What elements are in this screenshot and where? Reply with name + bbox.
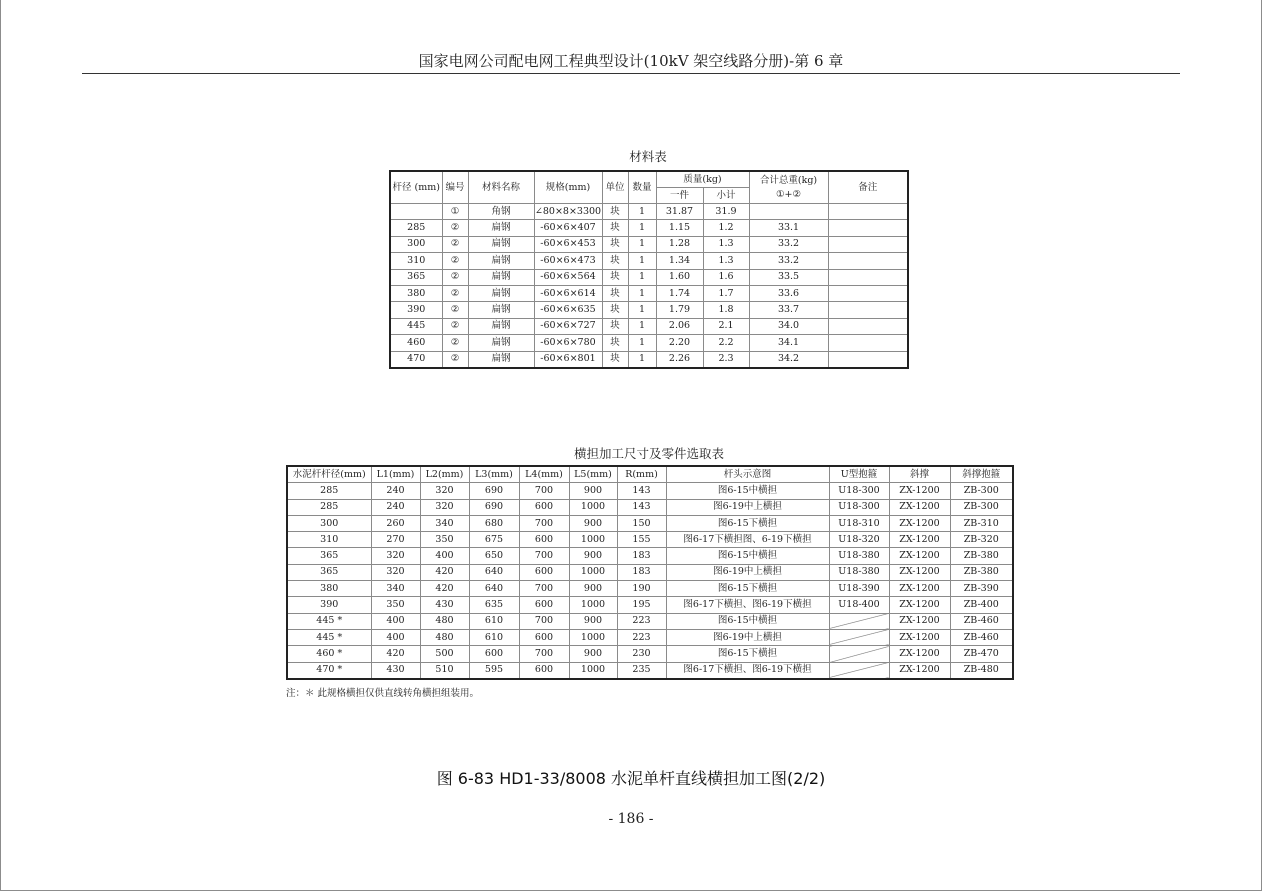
crossarm-cell: U18-400 [829, 597, 889, 613]
crossarm-cell: 700 [519, 515, 569, 531]
material-table-row [390, 269, 908, 285]
material-cell-diameter: 470 [390, 351, 442, 368]
crossarm-cell: 195 [617, 597, 666, 613]
col-header-mass-sub: 小计 [703, 188, 749, 204]
crossarm-cell: 400 [420, 548, 469, 564]
material-cell-mass-sub: 2.2 [703, 335, 749, 351]
material-cell-remark [828, 335, 908, 351]
crossarm-cell: 610 [469, 613, 519, 629]
figure-caption: 图 6-83 HD1-33/8008 水泥单杆直线横担加工图(2/2) [436, 769, 826, 788]
crossarm-table-row [287, 581, 1013, 597]
material-cell-remark [828, 204, 908, 220]
crossarm-cell: 700 [519, 613, 569, 629]
material-cell-qty: 1 [628, 351, 656, 368]
crossarm-cell: 445 * [287, 613, 371, 629]
material-cell-name: 扁钢 [468, 318, 534, 334]
crossarm-cell: 610 [469, 629, 519, 645]
material-cell-name: 扁钢 [468, 285, 534, 301]
crossarm-cell: ZX-1200 [889, 662, 950, 679]
material-cell-unit: 块 [602, 204, 628, 220]
material-cell-unit: 块 [602, 318, 628, 334]
crossarm-cell: 365 [287, 548, 371, 564]
crossarm-cell: 285 [287, 483, 371, 499]
crossarm-cell: 图6-15中横担 [666, 483, 829, 499]
crossarm-cell: 150 [617, 515, 666, 531]
crossarm-cell: 690 [469, 499, 519, 515]
material-table-row [390, 318, 908, 334]
material-cell-mass-each: 2.20 [656, 335, 703, 351]
material-cell-total: 33.2 [749, 253, 828, 269]
material-cell-name: 扁钢 [468, 220, 534, 236]
crossarm-cell: 365 [287, 564, 371, 580]
material-cell-mass-each: 1.74 [656, 285, 703, 301]
col-header-spec: 规格(mm) [534, 171, 602, 204]
material-cell-remark [828, 318, 908, 334]
crossarm-cell: ZX-1200 [889, 581, 950, 597]
crossarm-cell: U18-300 [829, 499, 889, 515]
material-cell-diameter: 365 [390, 269, 442, 285]
crossarm-cell: U18-300 [829, 483, 889, 499]
material-table-row [390, 204, 908, 220]
crossarm-cell-empty-diagonal [829, 662, 889, 679]
crossarm-cell: ZB-470 [950, 646, 1013, 662]
material-cell-mass-sub: 1.7 [703, 285, 749, 301]
material-cell-mass-sub: 1.3 [703, 253, 749, 269]
crossarm-table-body [287, 483, 1013, 679]
crossarm-cell: 635 [469, 597, 519, 613]
crossarm-cell: 340 [371, 581, 420, 597]
material-cell-name: 扁钢 [468, 302, 534, 318]
crossarm-cell: 430 [420, 597, 469, 613]
material-cell-no: ① [442, 204, 468, 220]
material-cell-mass-sub: 1.8 [703, 302, 749, 318]
crossarm-cell: 650 [469, 548, 519, 564]
crossarm-table-row [287, 515, 1013, 531]
crossarm-cell: 380 [287, 581, 371, 597]
crossarm-cell: ZB-300 [950, 499, 1013, 515]
crossarm-cell: 500 [420, 646, 469, 662]
material-cell-qty: 1 [628, 269, 656, 285]
crossarm-cell: ZB-390 [950, 581, 1013, 597]
crossarm-cell: 350 [371, 597, 420, 613]
crossarm-cell: 400 [371, 613, 420, 629]
crossarm-cell: 143 [617, 499, 666, 515]
crossarm-cell: 430 [371, 662, 420, 679]
crossarm-cell: 510 [420, 662, 469, 679]
crossarm-cell: 320 [371, 564, 420, 580]
material-cell-no: ② [442, 318, 468, 334]
crossarm-table-row [287, 564, 1013, 580]
crossarm-cell: 图6-19中上横担 [666, 499, 829, 515]
crossarm-cell: 190 [617, 581, 666, 597]
crossarm-table-caption: 横担加工尺寸及零件选取表 [573, 446, 724, 461]
crossarm-cell-empty-diagonal [829, 646, 889, 662]
crossarm-cell: ZB-460 [950, 613, 1013, 629]
material-cell-diameter: 390 [390, 302, 442, 318]
material-table-row [390, 351, 908, 368]
col-header-mass: 质量(kg) [656, 171, 749, 188]
crossarm-cell-empty-diagonal [829, 613, 889, 629]
crossarm-cell: 图6-15中横担 [666, 548, 829, 564]
crossarm-col-header: R(mm) [617, 466, 666, 483]
material-cell-qty: 1 [628, 335, 656, 351]
material-cell-remark [828, 236, 908, 252]
material-cell-unit: 块 [602, 302, 628, 318]
material-table-row [390, 335, 908, 351]
material-cell-total: 34.0 [749, 318, 828, 334]
col-header-mass-each: 一件 [656, 188, 703, 204]
material-cell-remark [828, 220, 908, 236]
material-table-body [390, 204, 908, 368]
crossarm-cell: 320 [420, 499, 469, 515]
material-cell-spec: -60×6×473 [534, 253, 602, 269]
material-cell-mass-each: 1.79 [656, 302, 703, 318]
crossarm-cell: 675 [469, 532, 519, 548]
crossarm-cell: U18-380 [829, 564, 889, 580]
material-cell-unit: 块 [602, 335, 628, 351]
material-cell-no: ② [442, 335, 468, 351]
crossarm-cell: 700 [519, 548, 569, 564]
material-cell-diameter: 460 [390, 335, 442, 351]
material-cell-remark [828, 269, 908, 285]
material-cell-mass-each: 1.28 [656, 236, 703, 252]
material-table-row [390, 236, 908, 252]
crossarm-cell: ZB-380 [950, 548, 1013, 564]
crossarm-cell: 900 [569, 548, 617, 564]
material-cell-diameter [390, 204, 442, 220]
material-cell-no: ② [442, 269, 468, 285]
crossarm-table [286, 465, 1014, 680]
crossarm-cell: 400 [371, 629, 420, 645]
material-cell-remark [828, 302, 908, 318]
crossarm-cell: 图6-15下横担 [666, 646, 829, 662]
col-header-no: 编号 [442, 171, 468, 204]
material-cell-unit: 块 [602, 269, 628, 285]
material-cell-total: 33.5 [749, 269, 828, 285]
crossarm-cell: 230 [617, 646, 666, 662]
crossarm-cell: 图6-19中上横担 [666, 564, 829, 580]
crossarm-cell: ZB-400 [950, 597, 1013, 613]
material-cell-qty: 1 [628, 302, 656, 318]
col-header-qty: 数量 [628, 171, 656, 204]
material-cell-diameter: 310 [390, 253, 442, 269]
crossarm-cell: 420 [371, 646, 420, 662]
crossarm-table-row [287, 483, 1013, 499]
material-cell-mass-each: 1.15 [656, 220, 703, 236]
material-cell-no: ② [442, 285, 468, 301]
crossarm-cell: 640 [469, 581, 519, 597]
page-header-title: 国家电网公司配电网工程典型设计(10kV 架空线路分册)-第 6 章 [418, 52, 844, 70]
crossarm-cell: 595 [469, 662, 519, 679]
crossarm-table-row [287, 532, 1013, 548]
material-cell-qty: 1 [628, 318, 656, 334]
material-cell-mass-sub: 1.3 [703, 236, 749, 252]
crossarm-table-row [287, 499, 1013, 515]
material-cell-no: ② [442, 351, 468, 368]
crossarm-table-row [287, 662, 1013, 679]
material-cell-unit: 块 [602, 236, 628, 252]
crossarm-col-header: L3(mm) [469, 466, 519, 483]
crossarm-cell: ZX-1200 [889, 646, 950, 662]
crossarm-cell: 700 [519, 483, 569, 499]
crossarm-col-header: 斜撑抱箍 [950, 466, 1013, 483]
crossarm-cell: 1000 [569, 499, 617, 515]
crossarm-cell: 图6-15下横担 [666, 515, 829, 531]
col-header-remark: 备注 [828, 171, 908, 204]
crossarm-cell: 1000 [569, 597, 617, 613]
crossarm-cell: 700 [519, 581, 569, 597]
material-table-row [390, 285, 908, 301]
crossarm-cell: 600 [519, 499, 569, 515]
crossarm-cell: ZX-1200 [889, 548, 950, 564]
crossarm-cell: ZB-380 [950, 564, 1013, 580]
material-table-row [390, 220, 908, 236]
material-cell-remark [828, 285, 908, 301]
crossarm-col-header: L4(mm) [519, 466, 569, 483]
crossarm-cell: 155 [617, 532, 666, 548]
crossarm-cell: 240 [371, 483, 420, 499]
crossarm-cell: 图6-15下横担 [666, 581, 829, 597]
crossarm-cell: ZX-1200 [889, 597, 950, 613]
crossarm-cell: 900 [569, 483, 617, 499]
crossarm-cell: ZX-1200 [889, 499, 950, 515]
crossarm-cell: 690 [469, 483, 519, 499]
material-cell-diameter: 445 [390, 318, 442, 334]
crossarm-col-header: U型抱箍 [829, 466, 889, 483]
material-cell-total: 33.1 [749, 220, 828, 236]
crossarm-cell: 600 [519, 662, 569, 679]
material-cell-mass-each: 31.87 [656, 204, 703, 220]
material-cell-mass-sub: 2.1 [703, 318, 749, 334]
crossarm-cell: U18-320 [829, 532, 889, 548]
crossarm-cell: 320 [371, 548, 420, 564]
material-cell-total: 34.2 [749, 351, 828, 368]
material-cell-name: 扁钢 [468, 335, 534, 351]
crossarm-cell: 183 [617, 548, 666, 564]
crossarm-cell: 图6-17下横担图、6-19下横担 [666, 532, 829, 548]
material-cell-spec: -60×6×780 [534, 335, 602, 351]
material-cell-remark [828, 351, 908, 368]
material-cell-qty: 1 [628, 204, 656, 220]
crossarm-cell: 420 [420, 564, 469, 580]
crossarm-table-row [287, 613, 1013, 629]
material-cell-diameter: 380 [390, 285, 442, 301]
crossarm-cell: 图6-17下横担、图6-19下横担 [666, 662, 829, 679]
material-cell-mass-each: 1.34 [656, 253, 703, 269]
col-header-total [749, 171, 828, 204]
crossarm-cell: 640 [469, 564, 519, 580]
material-cell-spec: ∠80×8×3300 [534, 204, 602, 220]
crossarm-cell: 600 [519, 564, 569, 580]
material-cell-spec: -60×6×801 [534, 351, 602, 368]
crossarm-cell: ZB-320 [950, 532, 1013, 548]
crossarm-col-header: L5(mm) [569, 466, 617, 483]
crossarm-cell: 480 [420, 629, 469, 645]
crossarm-cell: 900 [569, 515, 617, 531]
material-cell-unit: 块 [602, 253, 628, 269]
header-rule [82, 73, 1180, 74]
material-cell-mass-sub: 31.9 [703, 204, 749, 220]
material-cell-no: ② [442, 236, 468, 252]
crossarm-cell: ZB-300 [950, 483, 1013, 499]
crossarm-cell: 420 [420, 581, 469, 597]
col-header-unit: 单位 [602, 171, 628, 204]
crossarm-cell: ZX-1200 [889, 483, 950, 499]
material-cell-mass-sub: 2.3 [703, 351, 749, 368]
material-cell-spec: -60×6×407 [534, 220, 602, 236]
crossarm-col-header: 斜撑 [889, 466, 950, 483]
total-header-line2: ①+② [776, 188, 802, 200]
crossarm-cell: 445 * [287, 629, 371, 645]
crossarm-col-header: 水泥杆杆径(mm) [287, 466, 371, 483]
crossarm-cell: 1000 [569, 532, 617, 548]
material-cell-name: 扁钢 [468, 236, 534, 252]
col-header-diameter: 杆径 (mm) [390, 171, 442, 204]
crossarm-cell: 240 [371, 499, 420, 515]
crossarm-cell: 235 [617, 662, 666, 679]
material-cell-total: 33.7 [749, 302, 828, 318]
crossarm-cell: 320 [420, 483, 469, 499]
material-cell-total: 33.2 [749, 236, 828, 252]
crossarm-cell: 680 [469, 515, 519, 531]
crossarm-cell: 143 [617, 483, 666, 499]
crossarm-cell: U18-380 [829, 548, 889, 564]
page-number: - 186 - [608, 811, 654, 827]
crossarm-cell: 300 [287, 515, 371, 531]
crossarm-cell: 223 [617, 613, 666, 629]
crossarm-cell: ZB-480 [950, 662, 1013, 679]
crossarm-cell: 图6-15中横担 [666, 613, 829, 629]
crossarm-cell: U18-390 [829, 581, 889, 597]
crossarm-col-header: 杆头示意图 [666, 466, 829, 483]
crossarm-cell: 900 [569, 581, 617, 597]
material-cell-spec: -60×6×635 [534, 302, 602, 318]
crossarm-cell: 1000 [569, 564, 617, 580]
material-cell-diameter: 300 [390, 236, 442, 252]
material-cell-name: 扁钢 [468, 269, 534, 285]
material-cell-total [749, 204, 828, 220]
material-cell-no: ② [442, 220, 468, 236]
crossarm-cell: 700 [519, 646, 569, 662]
material-cell-mass-each: 1.60 [656, 269, 703, 285]
material-cell-total: 33.6 [749, 285, 828, 301]
crossarm-cell: 350 [420, 532, 469, 548]
material-cell-total: 34.1 [749, 335, 828, 351]
crossarm-cell: 图6-17下横担、图6-19下横担 [666, 597, 829, 613]
crossarm-cell: ZX-1200 [889, 613, 950, 629]
material-cell-no: ② [442, 302, 468, 318]
material-table-row [390, 253, 908, 269]
material-cell-qty: 1 [628, 285, 656, 301]
crossarm-cell: ZB-310 [950, 515, 1013, 531]
material-cell-name: 角钢 [468, 204, 534, 220]
crossarm-cell: 183 [617, 564, 666, 580]
material-cell-mass-sub: 1.6 [703, 269, 749, 285]
crossarm-cell: 600 [519, 629, 569, 645]
crossarm-cell: ZX-1200 [889, 515, 950, 531]
material-table-row [390, 302, 908, 318]
material-cell-diameter: 285 [390, 220, 442, 236]
crossarm-cell: 900 [569, 646, 617, 662]
total-header-line1: 合计总重(kg) [759, 174, 818, 186]
material-cell-spec: -60×6×453 [534, 236, 602, 252]
material-cell-qty: 1 [628, 236, 656, 252]
crossarm-cell: 310 [287, 532, 371, 548]
crossarm-table-row [287, 629, 1013, 645]
crossarm-cell: ZX-1200 [889, 629, 950, 645]
crossarm-cell: 900 [569, 613, 617, 629]
material-cell-mass-each: 2.06 [656, 318, 703, 334]
crossarm-col-header: L1(mm) [371, 466, 420, 483]
material-cell-no: ② [442, 253, 468, 269]
crossarm-table-row [287, 597, 1013, 613]
crossarm-cell: 223 [617, 629, 666, 645]
crossarm-cell: 260 [371, 515, 420, 531]
crossarm-cell: U18-310 [829, 515, 889, 531]
crossarm-cell: 270 [371, 532, 420, 548]
crossarm-cell: 480 [420, 613, 469, 629]
crossarm-table-row [287, 548, 1013, 564]
material-cell-name: 扁钢 [468, 253, 534, 269]
material-cell-name: 扁钢 [468, 351, 534, 368]
col-header-name: 材料名称 [468, 171, 534, 204]
crossarm-cell: 图6-19中上横担 [666, 629, 829, 645]
material-cell-remark [828, 253, 908, 269]
crossarm-cell: 1000 [569, 629, 617, 645]
crossarm-cell: 470 * [287, 662, 371, 679]
material-cell-qty: 1 [628, 220, 656, 236]
material-cell-spec: -60×6×564 [534, 269, 602, 285]
crossarm-cell: ZX-1200 [889, 564, 950, 580]
crossarm-cell: 285 [287, 499, 371, 515]
crossarm-table-row [287, 646, 1013, 662]
crossarm-cell: 460 * [287, 646, 371, 662]
material-cell-mass-sub: 1.2 [703, 220, 749, 236]
crossarm-cell: ZB-460 [950, 629, 1013, 645]
material-table [389, 170, 909, 369]
crossarm-cell: 600 [519, 597, 569, 613]
crossarm-cell: ZX-1200 [889, 532, 950, 548]
material-cell-unit: 块 [602, 351, 628, 368]
crossarm-cell: 600 [469, 646, 519, 662]
material-cell-mass-each: 2.26 [656, 351, 703, 368]
material-cell-unit: 块 [602, 220, 628, 236]
crossarm-cell: 600 [519, 532, 569, 548]
material-cell-spec: -60×6×614 [534, 285, 602, 301]
material-table-caption: 材料表 [629, 149, 667, 164]
material-cell-unit: 块 [602, 285, 628, 301]
material-cell-spec: -60×6×727 [534, 318, 602, 334]
crossarm-cell: 1000 [569, 662, 617, 679]
crossarm-cell: 340 [420, 515, 469, 531]
crossarm-cell-empty-diagonal [829, 629, 889, 645]
material-cell-qty: 1 [628, 253, 656, 269]
crossarm-col-header: L2(mm) [420, 466, 469, 483]
crossarm-cell: 390 [287, 597, 371, 613]
crossarm-table-note: 注：＊ 此规格横担仅供直线转角横担组装用。 [286, 688, 480, 699]
